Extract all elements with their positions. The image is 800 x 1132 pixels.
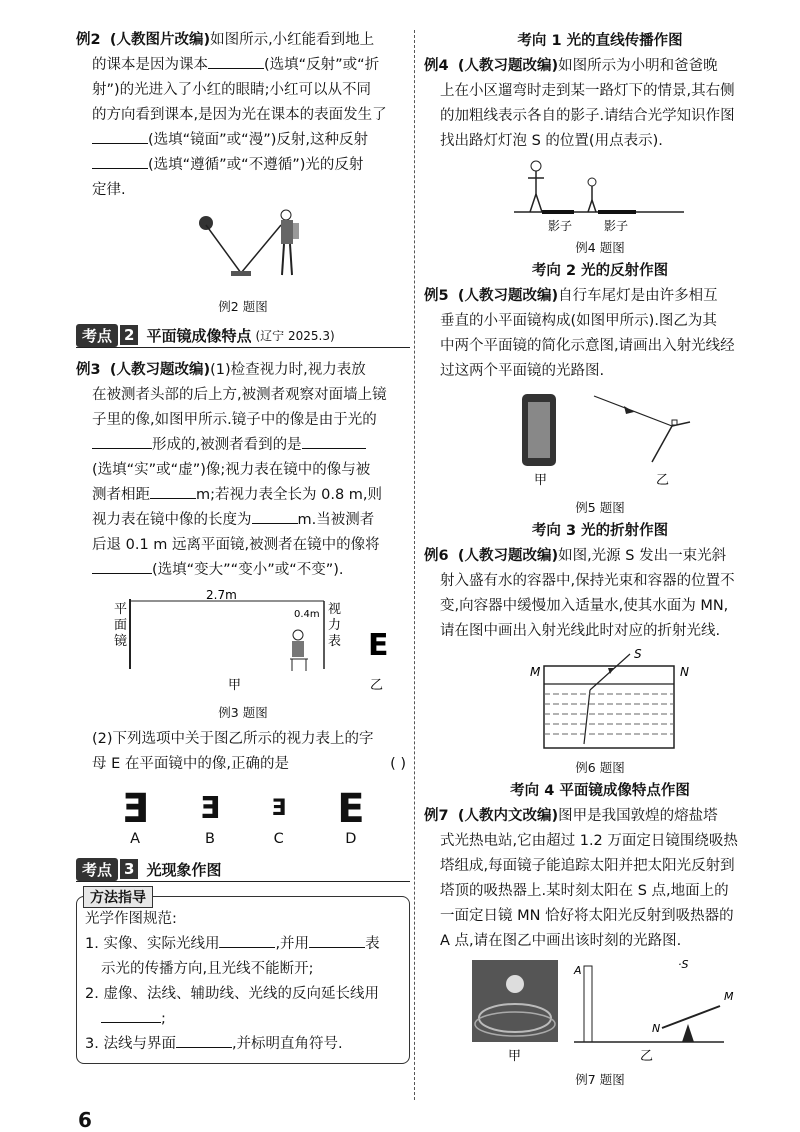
tower-glow	[506, 975, 524, 993]
light-ray	[241, 225, 281, 273]
solar-plant-photo	[472, 960, 558, 1042]
svg-text:面: 面	[114, 618, 128, 633]
option-a[interactable]: Ǝ A	[121, 786, 149, 847]
book-icon	[231, 271, 251, 276]
subsection-title: 考向 4 平面镜成像特点作图	[510, 783, 690, 799]
example-label: 例4	[424, 58, 449, 74]
svg-text:甲: 甲	[508, 1049, 522, 1064]
svg-text:影子: 影子	[604, 219, 629, 233]
answer-options	[76, 787, 410, 847]
example-7-figure	[424, 954, 776, 1066]
option-b[interactable]: Ǝ B	[199, 791, 221, 847]
refracted-ray	[584, 690, 590, 744]
girl-leg	[282, 244, 284, 275]
section-header-3: 考点 3 光现象作图	[76, 857, 410, 882]
svg-text:S: S	[634, 647, 642, 661]
girl-body	[281, 220, 293, 244]
answer-blank[interactable]	[92, 154, 148, 169]
mirror-line	[652, 426, 672, 462]
example-6: 例6 (人教习题改编)如图,光源 S 发出一束光斜 射入盛有水的容器中,保持光束和容器的位置不 变,向容器中缓慢加入适量水,使其水面为 MN, 请在图中画出入射光线此时对应的折射光线. S M N 例6 题图	[424, 544, 776, 778]
example-label: 例7	[424, 808, 449, 824]
subsection-title: 考向 1 光的直线传播作图	[517, 33, 683, 49]
figure-label-yi: 乙	[370, 678, 384, 693]
incident-ray	[594, 396, 672, 426]
tower-icon	[584, 966, 592, 1042]
svg-text:表: 表	[328, 634, 342, 649]
mirror-label: 平	[114, 602, 128, 617]
arrow-icon	[624, 406, 634, 414]
svg-text:乙: 乙	[640, 1049, 654, 1064]
answer-blank[interactable]	[252, 509, 298, 524]
subsection-title: 考向 3 光的折射作图	[531, 523, 669, 539]
svg-text:·S: ·S	[678, 958, 689, 971]
person-head	[293, 630, 303, 640]
right-column	[424, 28, 776, 1090]
example-label: 例5	[424, 288, 449, 304]
svg-text:N: N	[652, 1022, 661, 1035]
answer-blank[interactable]	[219, 933, 275, 948]
right-angle-icon	[672, 420, 677, 425]
girl-head	[281, 210, 291, 220]
answer-blank[interactable]	[92, 559, 152, 574]
method-guide-tag: 方法指导	[83, 886, 153, 908]
answer-blank[interactable]	[150, 484, 196, 499]
letter-e: E	[368, 628, 389, 663]
person-body	[292, 641, 304, 657]
subsection-title: 考向 2 光的反射作图	[531, 263, 669, 279]
answer-blank[interactable]	[101, 1008, 161, 1023]
option-d[interactable]: E D	[337, 786, 365, 847]
tail-light-reflector	[528, 402, 550, 458]
section-title: 平面镜成像特点	[146, 326, 252, 345]
example-3-figure	[76, 589, 410, 699]
father-head	[531, 161, 541, 171]
example-label: 例3	[76, 362, 101, 378]
figure-label-jia: 甲	[228, 678, 242, 693]
example-5: 例5 (人教习题改编)自行车尾灯是由许多相互 垂直的小平面镜构成(如图甲所示).图乙为其 中两个平面镜的简化示意图,请画出入射光线经 过这两个平面镜的光路图. 甲 乙 例5 题图	[424, 284, 776, 518]
backpack-icon	[293, 223, 299, 239]
option-c[interactable]: Ǝ C	[271, 796, 287, 847]
svg-text:甲: 甲	[534, 473, 548, 488]
example-4-figure	[424, 154, 776, 234]
svg-text:M: M	[530, 665, 541, 679]
answer-blank[interactable]	[92, 129, 148, 144]
eye-icon	[199, 216, 213, 230]
svg-text:A: A	[574, 964, 582, 977]
child-head	[588, 178, 596, 186]
light-ray	[206, 225, 241, 273]
svg-text:M: M	[724, 990, 734, 1003]
example-7: 例7 (人教内文改编)图甲是我国敦煌的熔盐塔 式光热电站,它由超过 1.2 万面定日镜围绕吸热 塔组成,每面镜子能追踪太阳并把太阳光反射到 塔顶的吸热器上.某时刻太阳在 S 点,地面上的 一面定日镜 MN 恰好将太阳光反射到吸热器的 A 点,请在图乙中画出该时刻的光路图. A ·S M N 甲 乙 例7 题图	[424, 804, 776, 1090]
svg-text:乙: 乙	[656, 473, 670, 488]
mirror-mn	[662, 1006, 720, 1028]
example-2-figure	[76, 203, 410, 293]
method-guide-box: 方法指导 光学作图规范: 1. 实像、实际光线用 ,并用 表 示光的传播方向,且光线不能断开; 2. 虚像、法线、辅助线、光线的反向延长线用 ; 3. 法线与界面 ,并标明直角符号.	[76, 896, 410, 1064]
chart-label: 视	[328, 602, 342, 617]
distance-small-label: 0.4m	[294, 609, 320, 620]
section-header-2: 考点 2 平面镜成像特点 (辽宁 2025.3)	[76, 323, 410, 348]
answer-blank[interactable]	[302, 434, 366, 449]
mirror-stand	[682, 1024, 694, 1042]
answer-blank[interactable]	[309, 933, 365, 948]
column-divider	[414, 30, 415, 1100]
example-label: 例2	[76, 32, 101, 48]
svg-text:力: 力	[328, 618, 342, 633]
answer-blank[interactable]	[208, 54, 264, 69]
svg-text:镜: 镜	[114, 634, 128, 649]
answer-blank[interactable]	[176, 1033, 232, 1048]
girl-leg	[290, 244, 292, 275]
example-2: 例2 (人教图片改编)如图所示,小红能看到地上 的课本是因为课本 (选填“反射”或“折 射”)的光进入了小红的眼睛;小红可以从不同 的方向看到课本,是因为光在课本的表面发生了 (选填“镜面”或“漫”)反射,这种反射 (选填“遵循”或“不遵循”)光的反射 定律. 例2 题图	[76, 28, 410, 317]
section-title: 光现象作图	[146, 860, 222, 879]
svg-text:N: N	[680, 665, 689, 679]
example-label: 例6	[424, 548, 449, 564]
answer-blank[interactable]	[92, 434, 152, 449]
left-column	[76, 28, 410, 1064]
example-6-figure	[424, 644, 776, 754]
example-5-figure	[424, 384, 776, 494]
container	[544, 666, 674, 748]
distance-label: 2.7m	[206, 589, 237, 602]
svg-text:影子: 影子	[548, 219, 573, 233]
example-4: 例4 (人教习题改编)如图所示为小明和爸爸晚 上在小区遛弯时走到某一路灯下的情景,其右侧 的加粗线表示各自的影子.请结合光学知识作图 找出路灯灯泡 S 的位置(用点表示). 影子 影子 例4 题图	[424, 54, 776, 258]
example-3: 例3 (人教习题改编)(1)检查视力时,视力表放 在被测者头部的后上方,被测者观察对面墙上镜 子里的像,如图甲所示.镜子中的像是由于光的 形成的,被测者看到的是 (选填“实”或“虚”)像;视力表在镜中的像与被 测者相距 m;若视力表全长为 0.8 m,则 视力表在镜中像的长度为 m.当被测者 后退 0.1 m 远离平面镜,被测者在镜中的像将 (选填“变大”“变小”或“不变”). 平 面 镜 2.7m 0.4m 视 力 表 E 甲 乙 例3 题图 (2)下列选项中关于图乙所示的视力表上的字 母 E 在平面镜中的像,正确的是 ( ) Ǝ A Ǝ B Ǝ C E D	[76, 358, 410, 847]
page-number: 6	[78, 1108, 92, 1132]
